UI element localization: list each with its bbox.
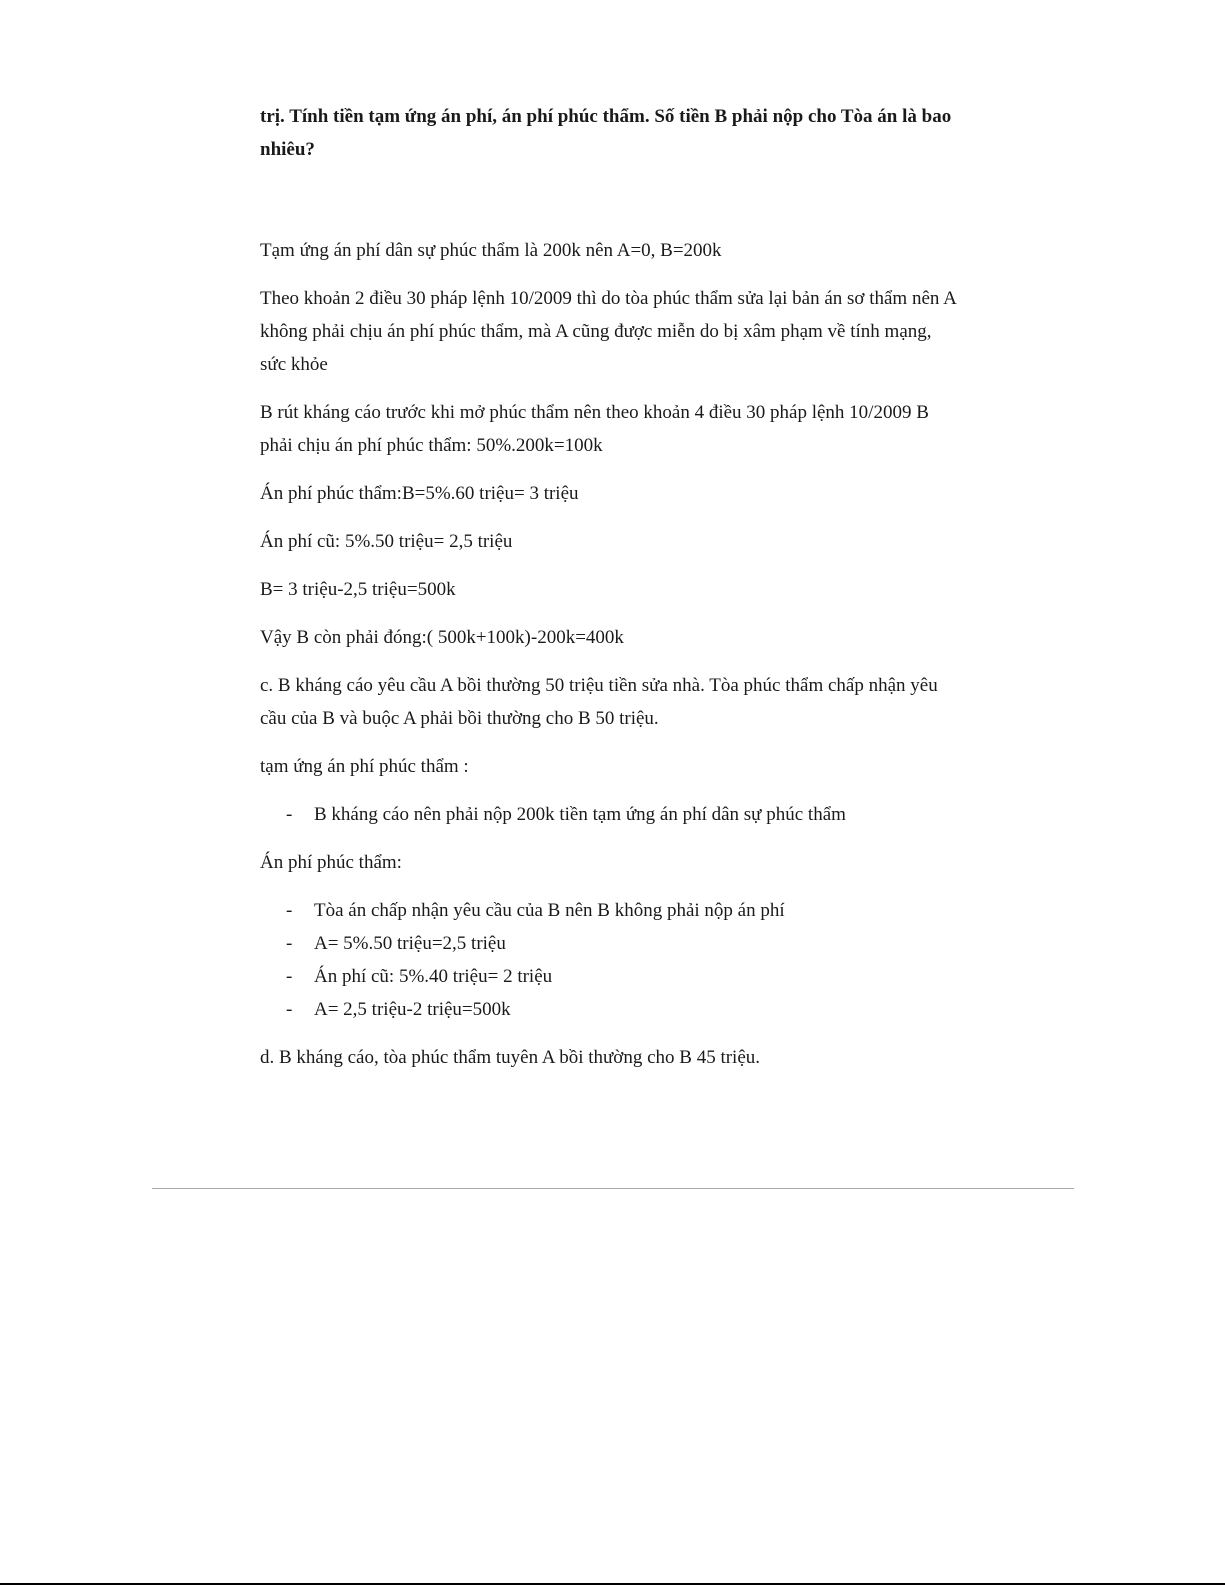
- paragraph-b-old-fee: Án phí cũ: 5%.50 triệu= 2,5 triệu: [260, 531, 513, 552]
- list-item: - A= 2,5 triệu-2 triệu=500k: [260, 993, 960, 1026]
- paragraph-b-difference: B= 3 triệu-2,5 triệu=500k: [260, 579, 456, 600]
- spacer: [260, 166, 960, 234]
- paragraph-b-total: Vậy B còn phải đóng:( 500k+100k)-200k=400k: [260, 627, 624, 648]
- list-item: - Tòa án chấp nhận yêu cầu của B nên B không phải nộp án phí: [260, 894, 960, 927]
- section-c-advance-label: tạm ứng án phí phúc thẩm :: [260, 756, 469, 777]
- list-item: - Án phí cũ: 5%.40 triệu= 2 triệu: [260, 960, 960, 993]
- paragraph-b-withdraw: B rút kháng cáo trước khi mở phúc thẩm nên theo khoản 4 điều 30 pháp lệnh 10/2009 B phải chịu án phí phúc thẩm: 50%.200k=100k: [260, 402, 929, 456]
- section-c-fee-list: [260, 894, 960, 1026]
- paragraph-b-law-reference: Theo khoản 2 điều 30 pháp lệnh 10/2009 thì do tòa phúc thẩm sửa lại bản án sơ thẩm nên A không phải chịu án phí phúc thẩm, mà A cũng được miễn do bị xâm phạm về tính mạng, sức khỏe: [260, 288, 956, 375]
- list-item: - B kháng cáo nên phải nộp 200k tiền tạm ứng án phí dân sự phúc thẩm: [260, 798, 960, 831]
- section-d-intro: d. B kháng cáo, tòa phúc thẩm tuyên A bồi thường cho B 45 triệu.: [260, 1047, 761, 1068]
- list-item: - A= 5%.50 triệu=2,5 triệu: [260, 927, 960, 960]
- question-heading: trị. Tính tiền tạm ứng án phí, án phí phúc thẩm. Số tiền B phải nộp cho Tòa án là bao nhiêu?: [260, 106, 952, 160]
- paragraph-b-appeal-fee: Án phí phúc thẩm:B=5%.60 triệu= 3 triệu: [260, 483, 579, 504]
- section-c-advance-list: [260, 798, 960, 831]
- document-page: [260, 100, 960, 1089]
- section-c-fee-label: Án phí phúc thẩm:: [260, 852, 402, 873]
- page-divider: [152, 1188, 1074, 1189]
- section-c-intro: c. B kháng cáo yêu cầu A bồi thường 50 triệu tiền sửa nhà. Tòa phúc thẩm chấp nhận yêu cầu của B và buộc A phải bồi thường cho B 50 triệu.: [260, 675, 938, 729]
- paragraph-b-advance: Tạm ứng án phí dân sự phúc thẩm là 200k nên A=0, B=200k: [260, 240, 722, 261]
